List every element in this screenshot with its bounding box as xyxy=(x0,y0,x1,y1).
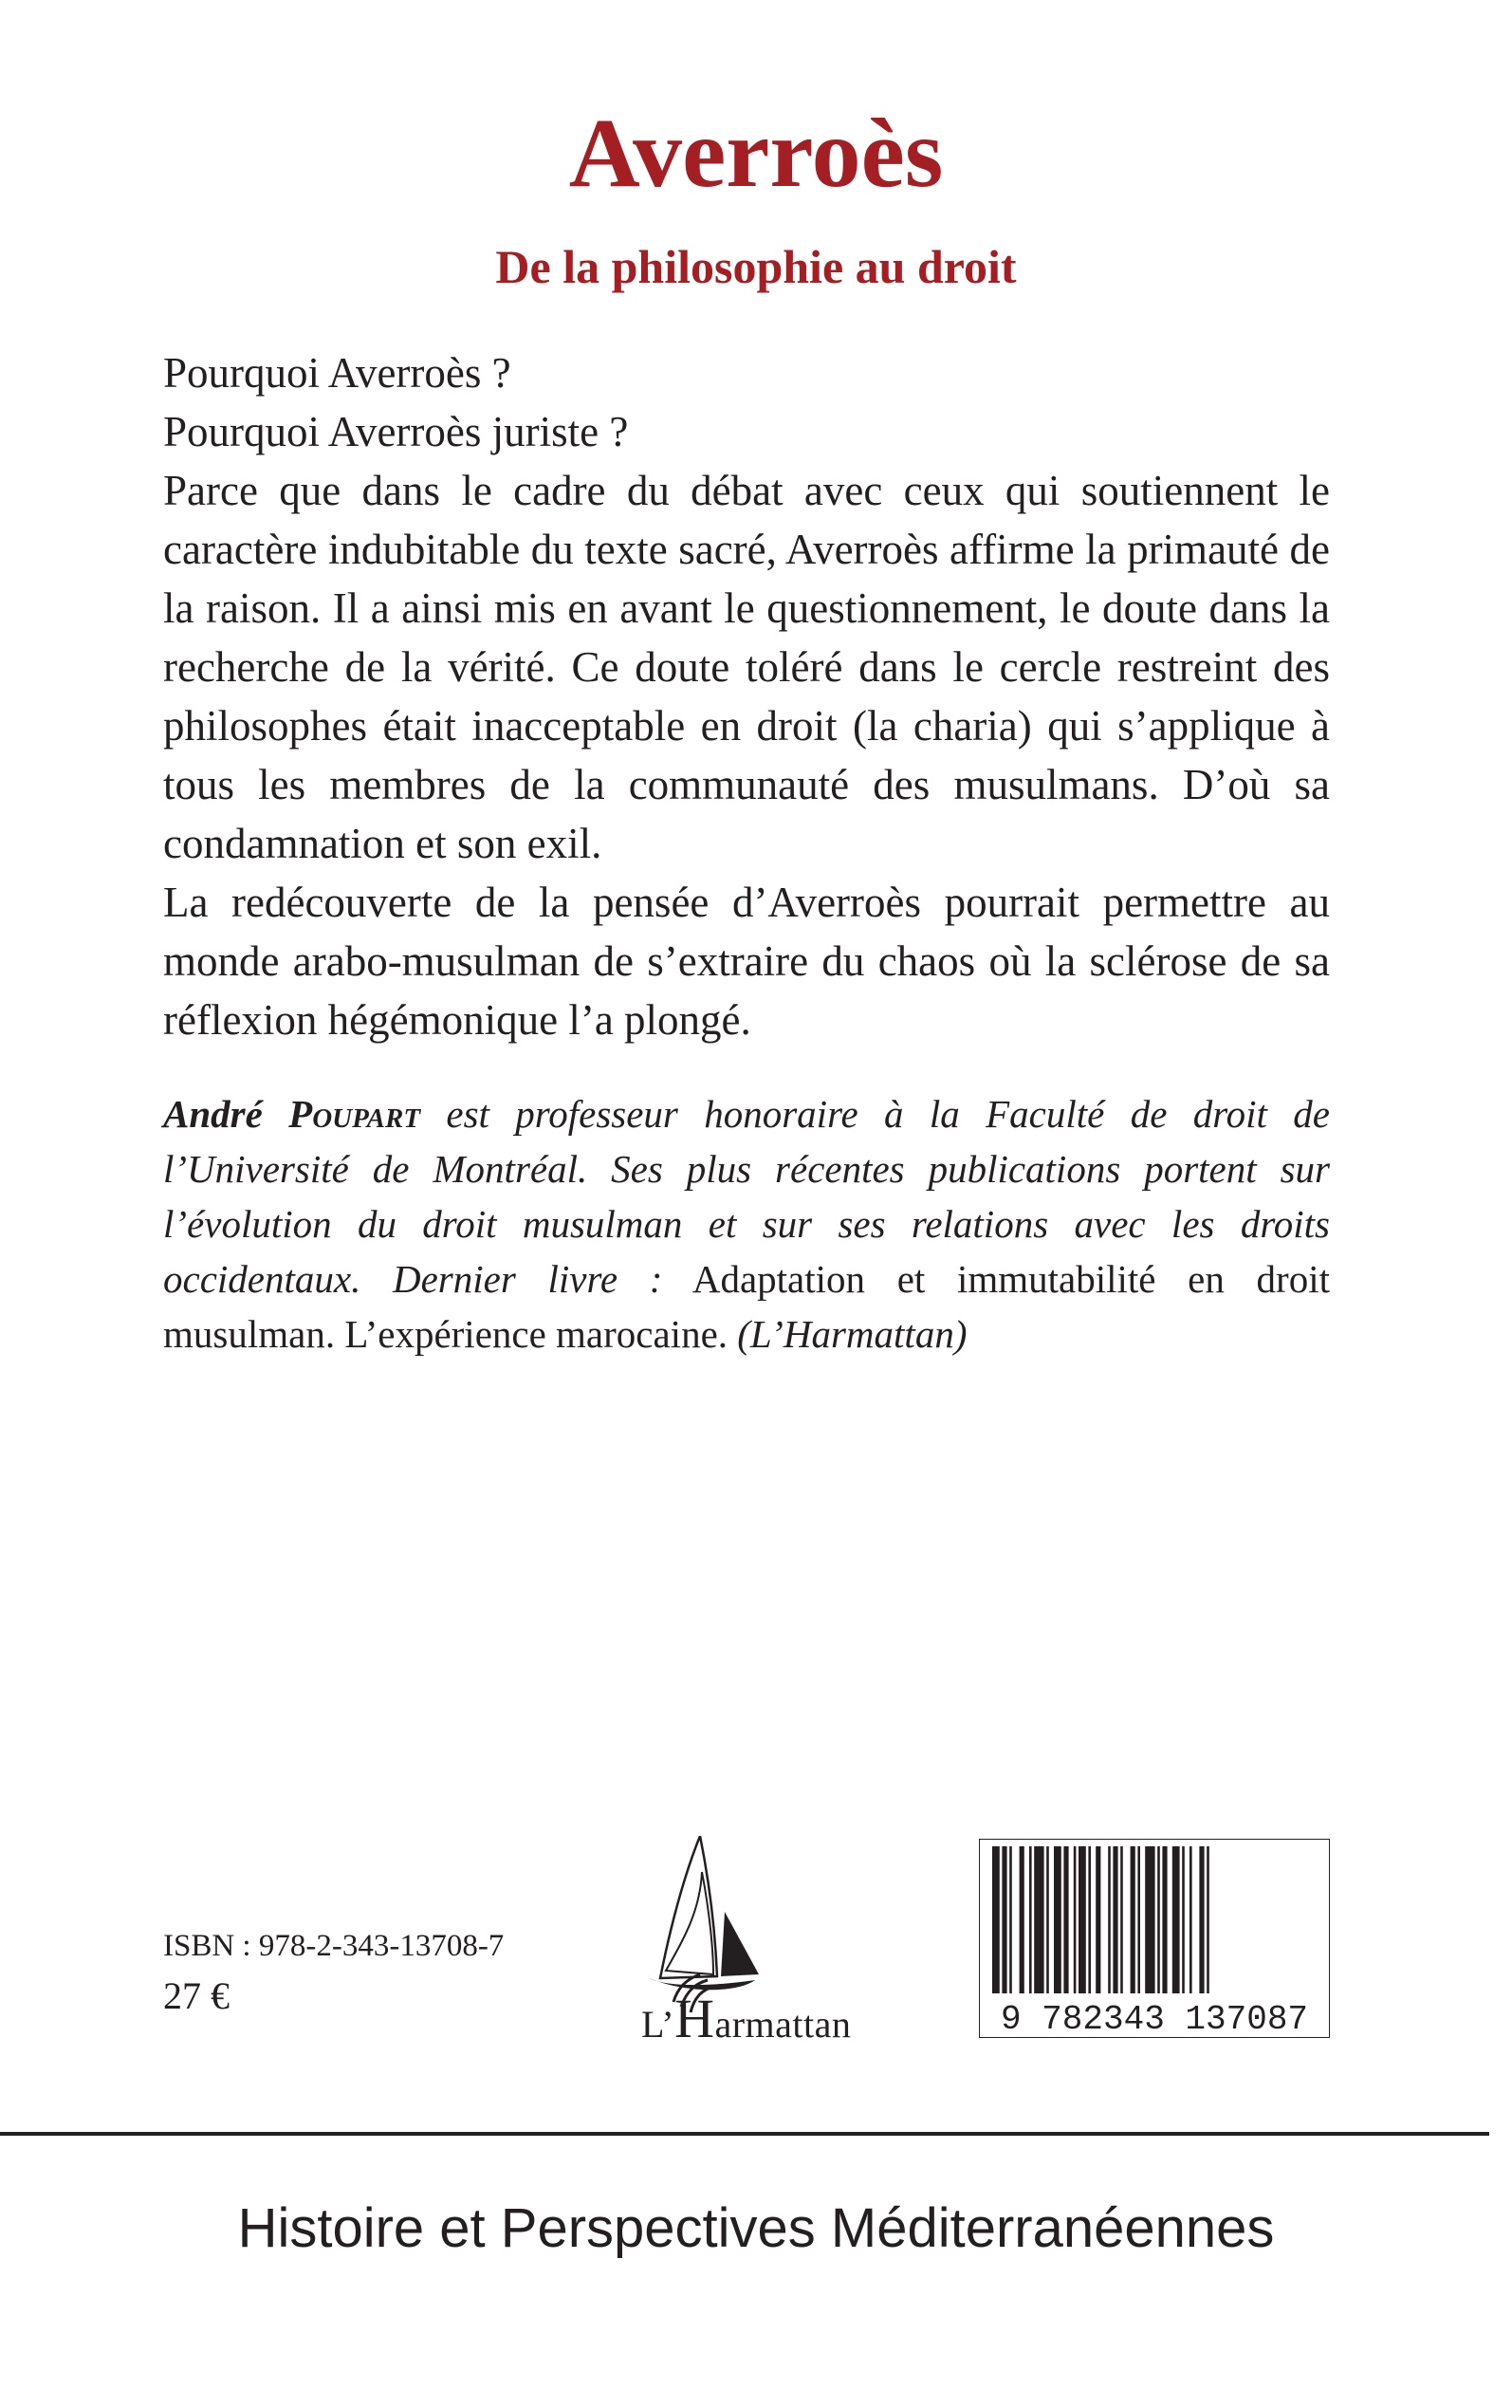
author-last-name: Poupart xyxy=(288,1092,421,1136)
barcode-bar xyxy=(992,1846,1000,1993)
barcode-bar xyxy=(1182,1846,1185,1993)
barcode-bar xyxy=(1172,1846,1180,1993)
bio-book-title: Adaptation et immutabilité en droit musulman. L’expérience marocaine. xyxy=(163,1257,1330,1356)
logo-capital: H xyxy=(674,1988,715,2049)
author-first-name: André xyxy=(163,1092,263,1136)
barcode-bar xyxy=(1113,1846,1117,1993)
barcode-bar xyxy=(1029,1846,1032,1993)
bio-text: est professeur honoraire à la Faculté de droit de l’Université de Montréal. Ses plus récentes publications portent sur l’évolution du droit musulman et sur ses relations avec les droits occidentaux. Dernier livre : xyxy=(163,1092,1330,1301)
blurb-line: Pourquoi Averroès ? xyxy=(163,349,511,397)
barcode-bar xyxy=(1120,1846,1123,1993)
book-title: Averroès xyxy=(568,99,944,208)
logo-rest: armattan xyxy=(714,2003,852,2046)
barcode-bar xyxy=(1145,1846,1154,1993)
logo-prefix: L’ xyxy=(641,2003,675,2046)
author-bio xyxy=(163,1086,1330,1361)
blurb-paragraph: Parce que dans le cadre du débat avec ceux qui soutiennent le caractère indubitable du texte sacré, Averroès affirme la primauté de la raison. Il a ainsi mis en avant le questionnement, le doute dans la recherche de la vérité. Ce doute toléré dans le cercle restreint des philosophes était inacceptable en droit (la charia) qui s’applique à tous les membres de la communauté des musulmans. D’où sa condamnation et son exil. xyxy=(163,467,1330,867)
barcode-bar xyxy=(1079,1846,1086,1993)
isbn: ISBN : 978-2-343-13708-7 xyxy=(163,1929,505,1963)
barcode-bar xyxy=(1046,1846,1049,1993)
barcode-bar xyxy=(1189,1846,1192,1993)
publisher-logo-text xyxy=(641,1987,851,2050)
barcode-bar xyxy=(1054,1846,1061,1993)
barcode xyxy=(979,1839,1330,2038)
barcode-bar xyxy=(1207,1846,1209,1993)
barcode-bar xyxy=(1157,1846,1160,1993)
series-title: Histoire et Perspectives Méditerranéennes xyxy=(237,2197,1275,2259)
barcode-bar xyxy=(1088,1846,1091,1993)
barcode-bar xyxy=(1108,1846,1111,1993)
book-subtitle: De la philosophie au droit xyxy=(495,240,1017,293)
divider xyxy=(0,2132,1489,2136)
barcode-bar xyxy=(1020,1846,1024,1993)
barcode-bar xyxy=(1137,1846,1140,1993)
barcode-bar xyxy=(1034,1846,1043,1993)
barcode-bar xyxy=(1162,1846,1167,1993)
barcode-bar xyxy=(1074,1846,1077,1993)
bio-publisher: (L’Harmattan) xyxy=(737,1312,968,1356)
barcode-bar xyxy=(1063,1846,1068,1993)
blurb xyxy=(163,343,1330,1049)
barcode-bar xyxy=(1009,1846,1012,1993)
barcode-bar xyxy=(1002,1846,1006,1993)
barcode-bar xyxy=(1096,1846,1100,1993)
barcode-digits: 9 782343 137087 xyxy=(1000,2000,1309,2038)
blurb-line: Pourquoi Averroès juriste ? xyxy=(163,408,629,455)
barcode-bar xyxy=(1199,1846,1204,1993)
blurb-paragraph: La redécouverte de la pensée d’Averroès pourrait permettre au monde arabo-musulman de s’extraire du chaos où la sclérose de sa réflexion hégémonique l’a plongé. xyxy=(163,879,1330,1044)
price: 27 € xyxy=(163,1974,230,2017)
barcode-bar xyxy=(1131,1846,1135,1993)
